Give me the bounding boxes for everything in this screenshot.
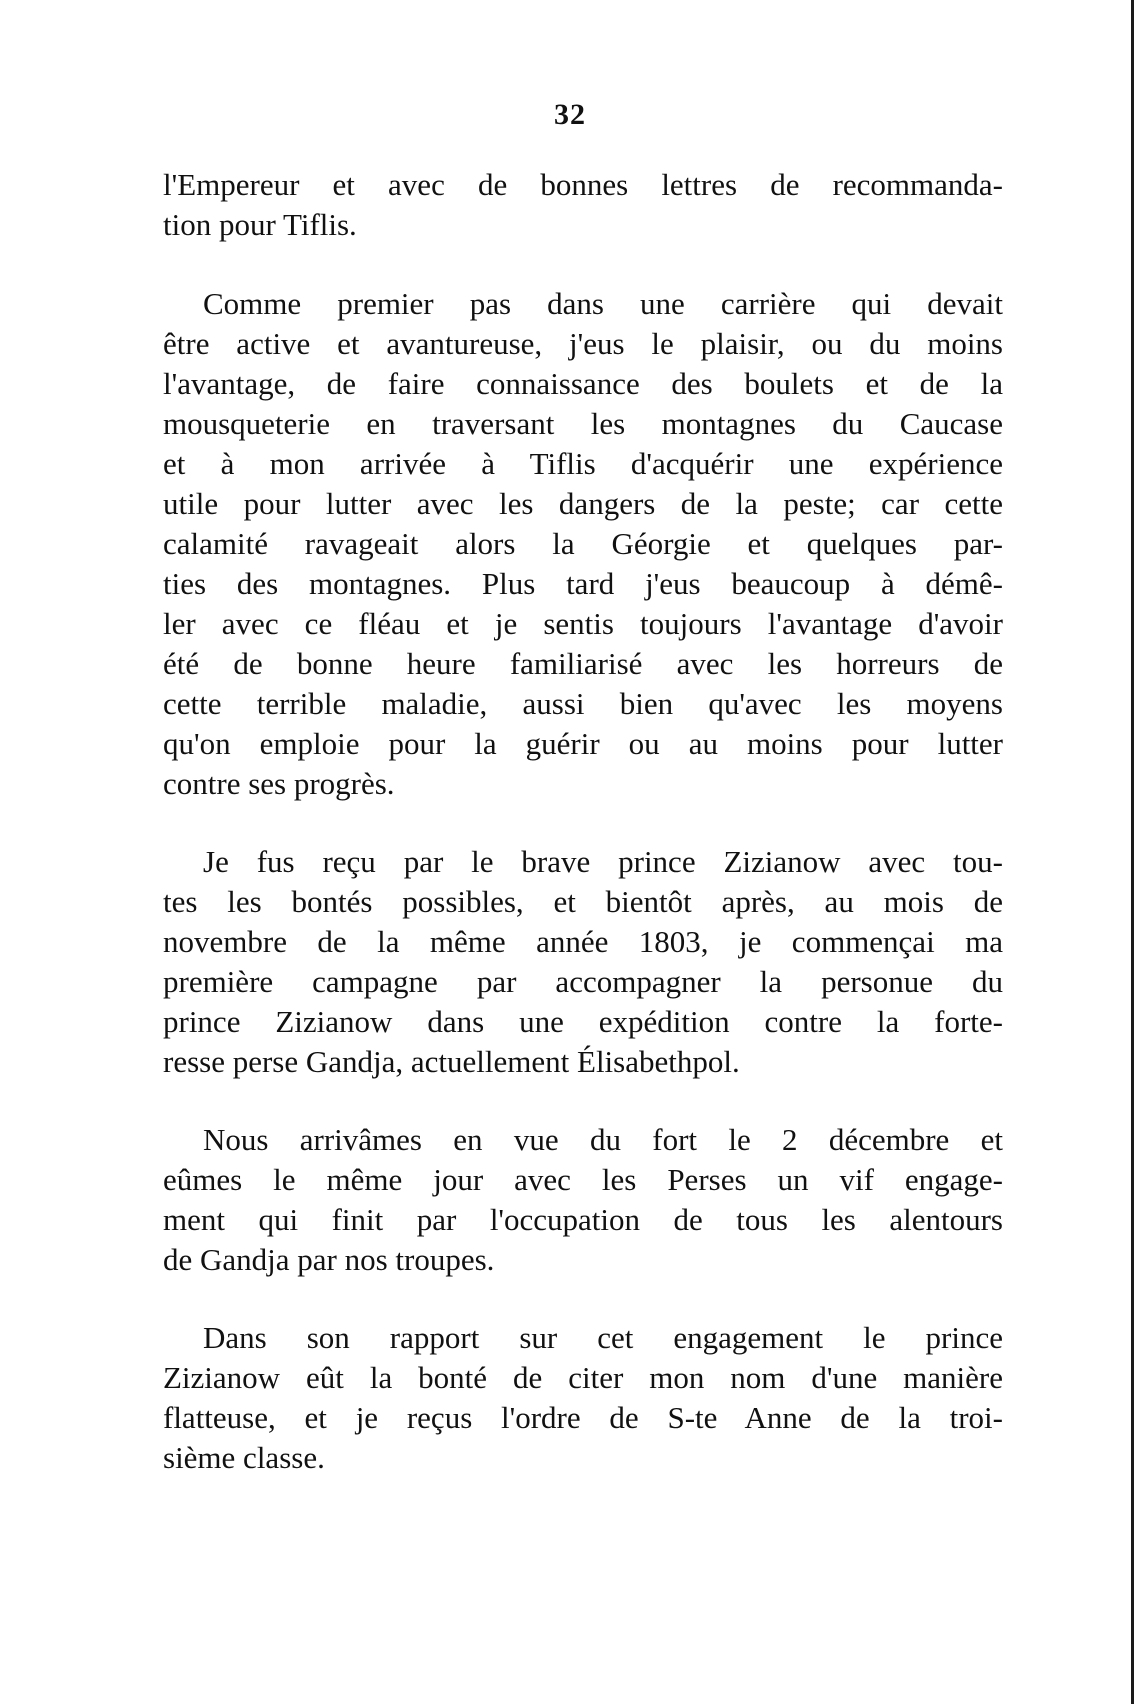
paragraph-3 [163, 842, 1003, 1082]
text-line: utile pour lutter avec les dangers de la peste; car cette [163, 486, 1003, 521]
text-line: ties des montagnes. Plus tard j'eus beaucoup à démê- [163, 566, 1003, 601]
text-line: sième classe. [163, 1440, 325, 1475]
body-text [163, 165, 1003, 1516]
text-line: l'Empereur et avec de bonnes lettres de recommanda- [163, 167, 1003, 202]
text-line: eûmes le même jour avec les Perses un vif engage- [163, 1162, 1003, 1197]
text-line: l'avantage, de faire connaissance des boulets et de la [163, 366, 1003, 401]
text-line: Zizianow eût la bonté de citer mon nom d'une manière [163, 1360, 1003, 1395]
text-line: Comme premier pas dans une carrière qui devait [203, 286, 1003, 321]
text-line: qu'on emploie pour la guérir ou au moins pour lutter [163, 726, 1003, 761]
page-number: 32 [554, 98, 586, 131]
text-line: calamité ravageait alors la Géorgie et quelques par- [163, 526, 1003, 561]
text-line: tion pour Tiflis. [163, 207, 357, 242]
text-line: ler avec ce fléau et je sentis toujours l'avantage d'avoir [163, 606, 1003, 641]
text-line: Dans son rapport sur cet engagement le prince [203, 1320, 1003, 1355]
text-line: Je fus reçu par le brave prince Zizianow avec tou- [203, 844, 1003, 879]
paragraph-1 [163, 165, 1003, 245]
text-line: être active et avantureuse, j'eus le plaisir, ou du moins [163, 326, 1003, 361]
text-line: mousqueterie en traversant les montagnes du Caucase [163, 406, 1003, 441]
paragraph-2 [163, 284, 1003, 804]
text-line: de Gandja par nos troupes. [163, 1242, 495, 1277]
paragraph-4 [163, 1120, 1003, 1280]
paragraph-5 [163, 1318, 1003, 1478]
text-line: cette terrible maladie, aussi bien qu'avec les moyens [163, 686, 1003, 721]
text-line: contre ses progrès. [163, 766, 395, 801]
text-line: tes les bontés possibles, et bientôt après, au mois de [163, 884, 1003, 919]
text-line: novembre de la même année 1803, je commençai ma [163, 924, 1003, 959]
page-edge-shadow [1131, 0, 1134, 1704]
text-line: flatteuse, et je reçus l'ordre de S-te Anne de la troi- [163, 1400, 1003, 1435]
text-line: resse perse Gandja, actuellement Élisabethpol. [163, 1044, 740, 1079]
text-line: première campagne par accompagner la personue du [163, 964, 1003, 999]
text-line: été de bonne heure familiarisé avec les horreurs de [163, 646, 1003, 681]
text-line: ment qui finit par l'occupation de tous les alentours [163, 1202, 1003, 1237]
text-line: prince Zizianow dans une expédition contre la forte- [163, 1004, 1003, 1039]
text-line: et à mon arrivée à Tiflis d'acquérir une expérience [163, 446, 1003, 481]
text-line: Nous arrivâmes en vue du fort le 2 décembre et [203, 1122, 1003, 1157]
